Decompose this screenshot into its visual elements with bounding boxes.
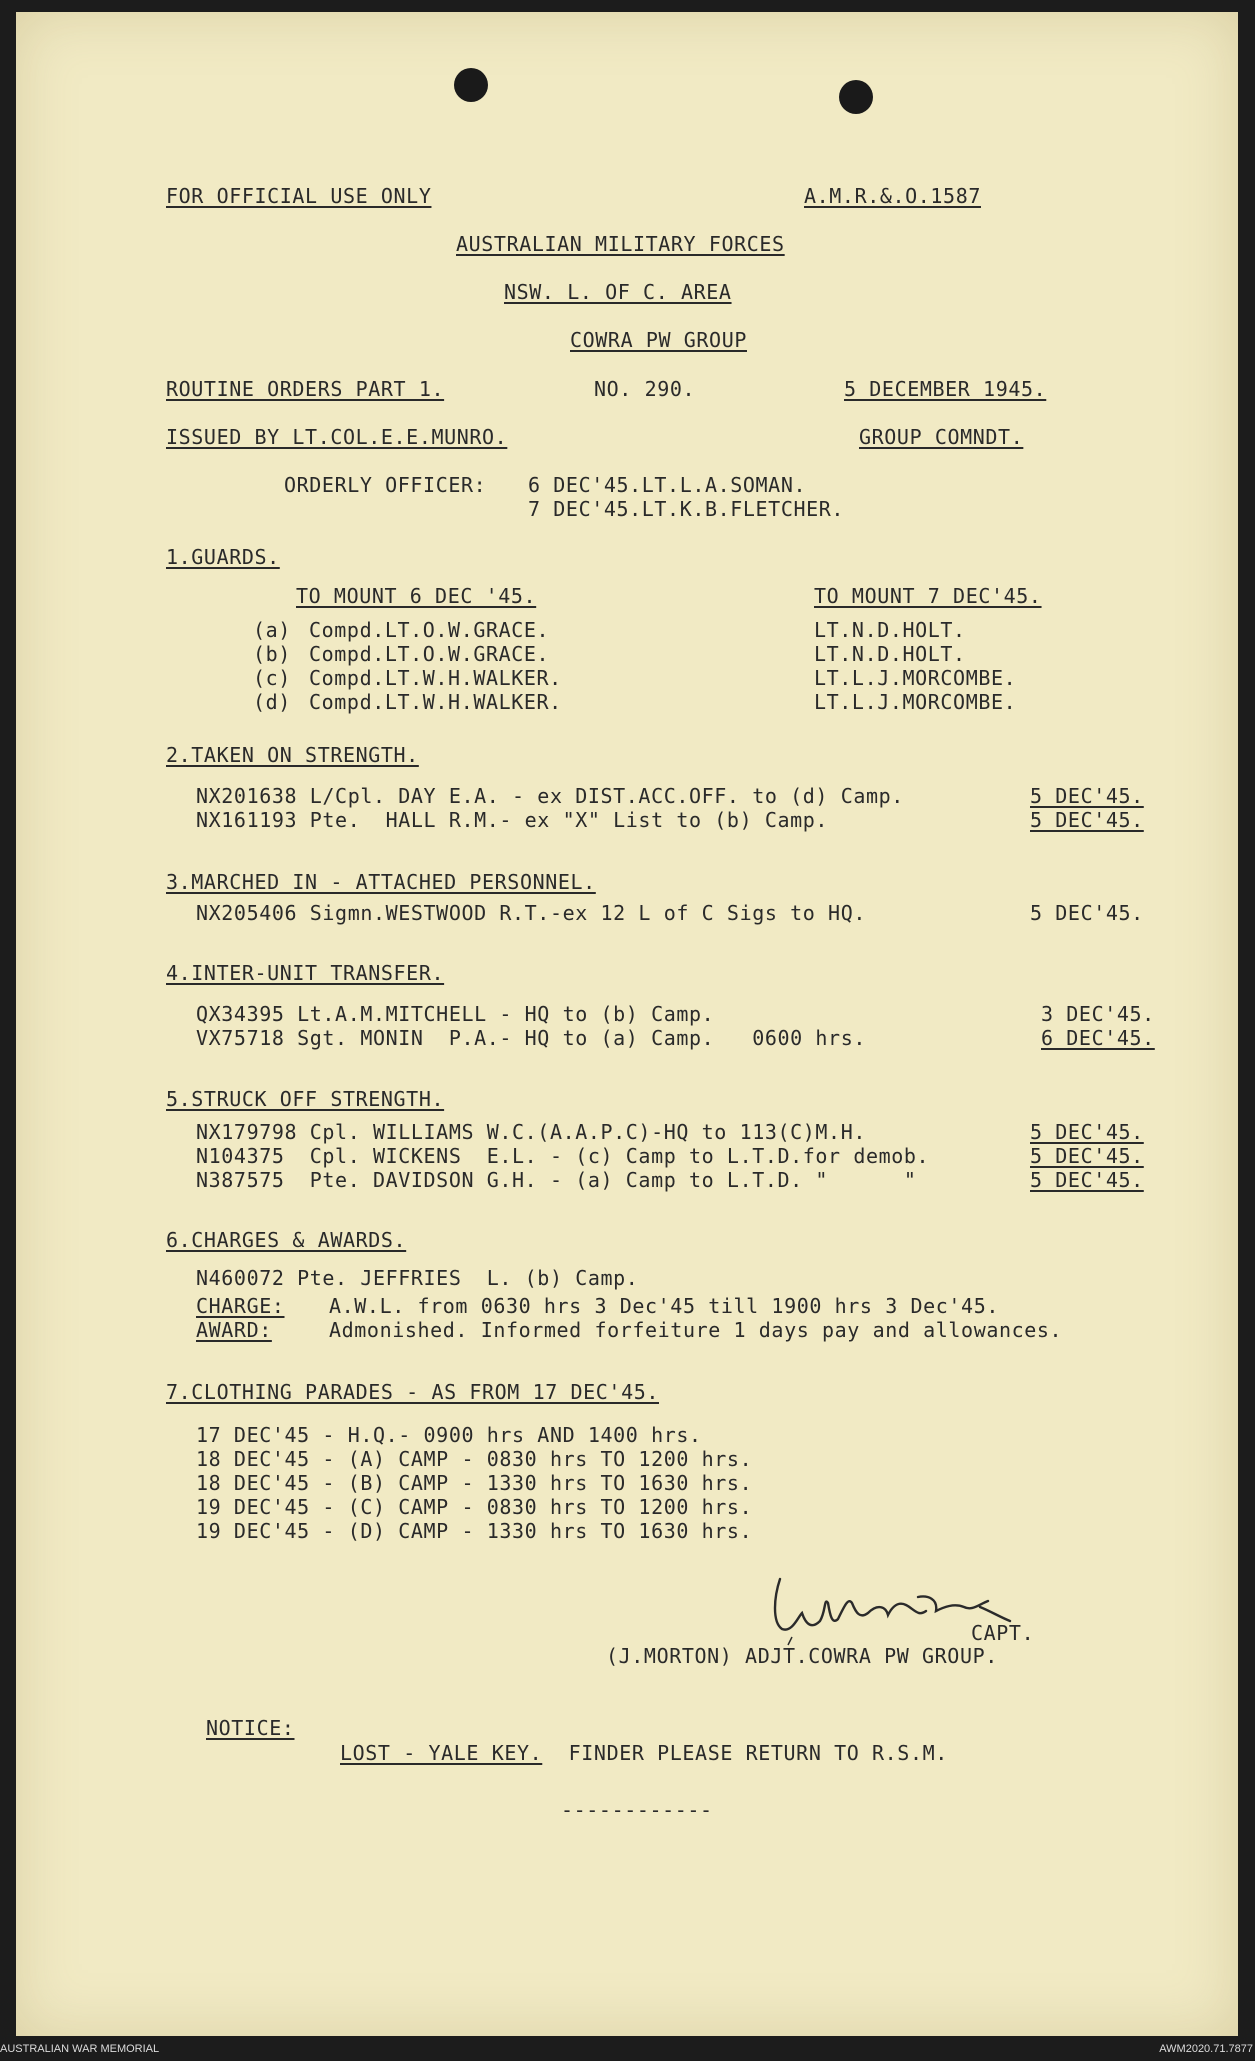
inter-unit-row-text: QX34395 Lt.A.M.MITCHELL - HQ to (b) Camp. xyxy=(196,1002,715,1026)
section-inter-unit-heading: 4.INTER-UNIT TRANSFER. xyxy=(166,961,445,985)
guard-row-label: (c) xyxy=(253,666,291,690)
guard-row-mount6: Compd.LT.W.H.WALKER. xyxy=(309,666,562,690)
org-line-2: NSW. L. OF C. AREA xyxy=(504,280,732,304)
struck-off-row-date: 5 DEC'45. xyxy=(1030,1168,1144,1192)
closing-divider: ------------ xyxy=(561,1798,713,1822)
document-page xyxy=(16,12,1238,2036)
guard-row-label: (d) xyxy=(253,690,291,714)
section-guards-heading: 1.GUARDS. xyxy=(166,545,280,569)
orderly-officer-label: ORDERLY OFFICER: xyxy=(284,473,487,497)
org-line-1: AUSTRALIAN MILITARY FORCES xyxy=(456,232,785,256)
struck-off-row-text: N387575 Pte. DAVIDSON G.H. - (a) Camp to L.T.D. " " xyxy=(196,1168,917,1192)
clothing-row: 19 DEC'45 - (C) CAMP - 0830 hrs TO 1200 hrs. xyxy=(196,1495,753,1519)
inter-unit-row-text: VX75718 Sgt. MONIN P.A.- HQ to (a) Camp. 0600 hrs. xyxy=(196,1026,866,1050)
orderly-officer-line-2: 7 DEC'45.LT.K.B.FLETCHER. xyxy=(528,497,845,521)
guards-col2-heading: TO MOUNT 7 DEC'45. xyxy=(814,584,1042,608)
classification-label: FOR OFFICIAL USE ONLY xyxy=(166,184,432,208)
orders-number: NO. 290. xyxy=(594,377,696,401)
orders-date: 5 DECEMBER 1945. xyxy=(844,377,1047,401)
tos-row-date: 5 DEC'45. xyxy=(1030,784,1144,808)
clothing-row: 18 DEC'45 - (B) CAMP - 1330 hrs TO 1630 hrs. xyxy=(196,1471,753,1495)
section-taken-on-strength-heading: 2.TAKEN ON STRENGTH. xyxy=(166,743,419,767)
orders-title: ROUTINE ORDERS PART 1. xyxy=(166,377,445,401)
guard-row-mount7: LT.L.J.MORCOMBE. xyxy=(814,690,1017,714)
section-clothing-heading: 7.CLOTHING PARADES - AS FROM 17 DEC'45. xyxy=(166,1380,659,1404)
guard-row-mount7: LT.N.D.HOLT. xyxy=(814,618,966,642)
marched-in-row-text: NX205406 Sigmn.WESTWOOD R.T.-ex 12 L of C Sigs to HQ. xyxy=(196,901,866,925)
struck-off-row-date: 5 DEC'45. xyxy=(1030,1120,1144,1144)
struck-off-row-text: N104375 Cpl. WICKENS E.L. - (c) Camp to L.T.D.for demob. xyxy=(196,1144,930,1168)
inter-unit-row-date: 3 DEC'45. xyxy=(1041,1002,1155,1026)
marched-in-row-date: 5 DEC'45. xyxy=(1030,901,1144,925)
guard-row-label: (a) xyxy=(253,618,291,642)
clothing-row: 19 DEC'45 - (D) CAMP - 1330 hrs TO 1630 hrs. xyxy=(196,1519,753,1543)
tos-row-text: NX161193 Pte. HALL R.M.- ex "X" List to (b) Camp. xyxy=(196,808,829,832)
tos-row-date: 5 DEC'45. xyxy=(1030,808,1144,832)
struck-off-row-date: 5 DEC'45. xyxy=(1030,1144,1144,1168)
archive-id: AWM2020.71.7877 xyxy=(1159,2043,1253,2055)
guard-row-mount6: Compd.LT.O.W.GRACE. xyxy=(309,642,550,666)
section-marched-in-heading: 3.MARCHED IN - ATTACHED PERSONNEL. xyxy=(166,870,596,894)
guard-row-mount6: Compd.LT.W.H.WALKER. xyxy=(309,690,562,714)
signatory-rank: CAPT. xyxy=(971,1621,1035,1645)
charge-text: A.W.L. from 0630 hrs 3 Dec'45 till 1900 hrs 3 Dec'45. xyxy=(329,1294,999,1318)
issued-by: ISSUED BY LT.COL.E.E.MUNRO. xyxy=(166,425,508,449)
signatory-name: (J.MORTON) ADJT.COWRA PW GROUP. xyxy=(606,1644,998,1668)
inter-unit-row-date: 6 DEC'45. xyxy=(1041,1026,1155,1050)
punch-hole-left xyxy=(454,68,488,102)
award-label: AWARD: xyxy=(196,1318,272,1342)
archive-credit: AUSTRALIAN WAR MEMORIAL xyxy=(0,2043,160,2055)
charge-soldier: N460072 Pte. JEFFRIES L. (b) Camp. xyxy=(196,1266,639,1290)
notice-label: NOTICE: xyxy=(206,1716,295,1740)
section-struck-off-heading: 5.STRUCK OFF STRENGTH. xyxy=(166,1087,445,1111)
struck-off-row-text: NX179798 Cpl. WILLIAMS W.C.(A.A.P.C)-HQ to 113(C)M.H. xyxy=(196,1120,866,1144)
org-line-3: COWRA PW GROUP xyxy=(570,328,747,352)
guard-row-mount7: LT.L.J.MORCOMBE. xyxy=(814,666,1017,690)
notice-text: FINDER PLEASE RETURN TO R.S.M. xyxy=(556,1741,948,1765)
clothing-row: 17 DEC'45 - H.Q.- 0900 hrs AND 1400 hrs. xyxy=(196,1423,702,1447)
guard-row-mount7: LT.N.D.HOLT. xyxy=(814,642,966,666)
reference-number: A.M.R.&.O.1587 xyxy=(804,184,981,208)
punch-hole-right xyxy=(839,80,873,114)
clothing-row: 18 DEC'45 - (A) CAMP - 0830 hrs TO 1200 hrs. xyxy=(196,1447,753,1471)
award-text: Admonished. Informed forfeiture 1 days pay and allowances. xyxy=(329,1318,1063,1342)
orderly-officer-line-1: 6 DEC'45.LT.L.A.SOMAN. xyxy=(528,473,807,497)
tos-row-text: NX201638 L/Cpl. DAY E.A. - ex DIST.ACC.OFF. to (d) Camp. xyxy=(196,784,904,808)
guard-row-label: (b) xyxy=(253,642,291,666)
charge-label: CHARGE: xyxy=(196,1294,285,1318)
guard-row-mount6: Compd.LT.O.W.GRACE. xyxy=(309,618,550,642)
issuer-role: GROUP COMNDT. xyxy=(859,425,1024,449)
section-charges-heading: 6.CHARGES & AWARDS. xyxy=(166,1228,407,1252)
guards-col1-heading: TO MOUNT 6 DEC '45. xyxy=(296,584,537,608)
notice-text-underlined: LOST - YALE KEY. xyxy=(340,1741,543,1765)
